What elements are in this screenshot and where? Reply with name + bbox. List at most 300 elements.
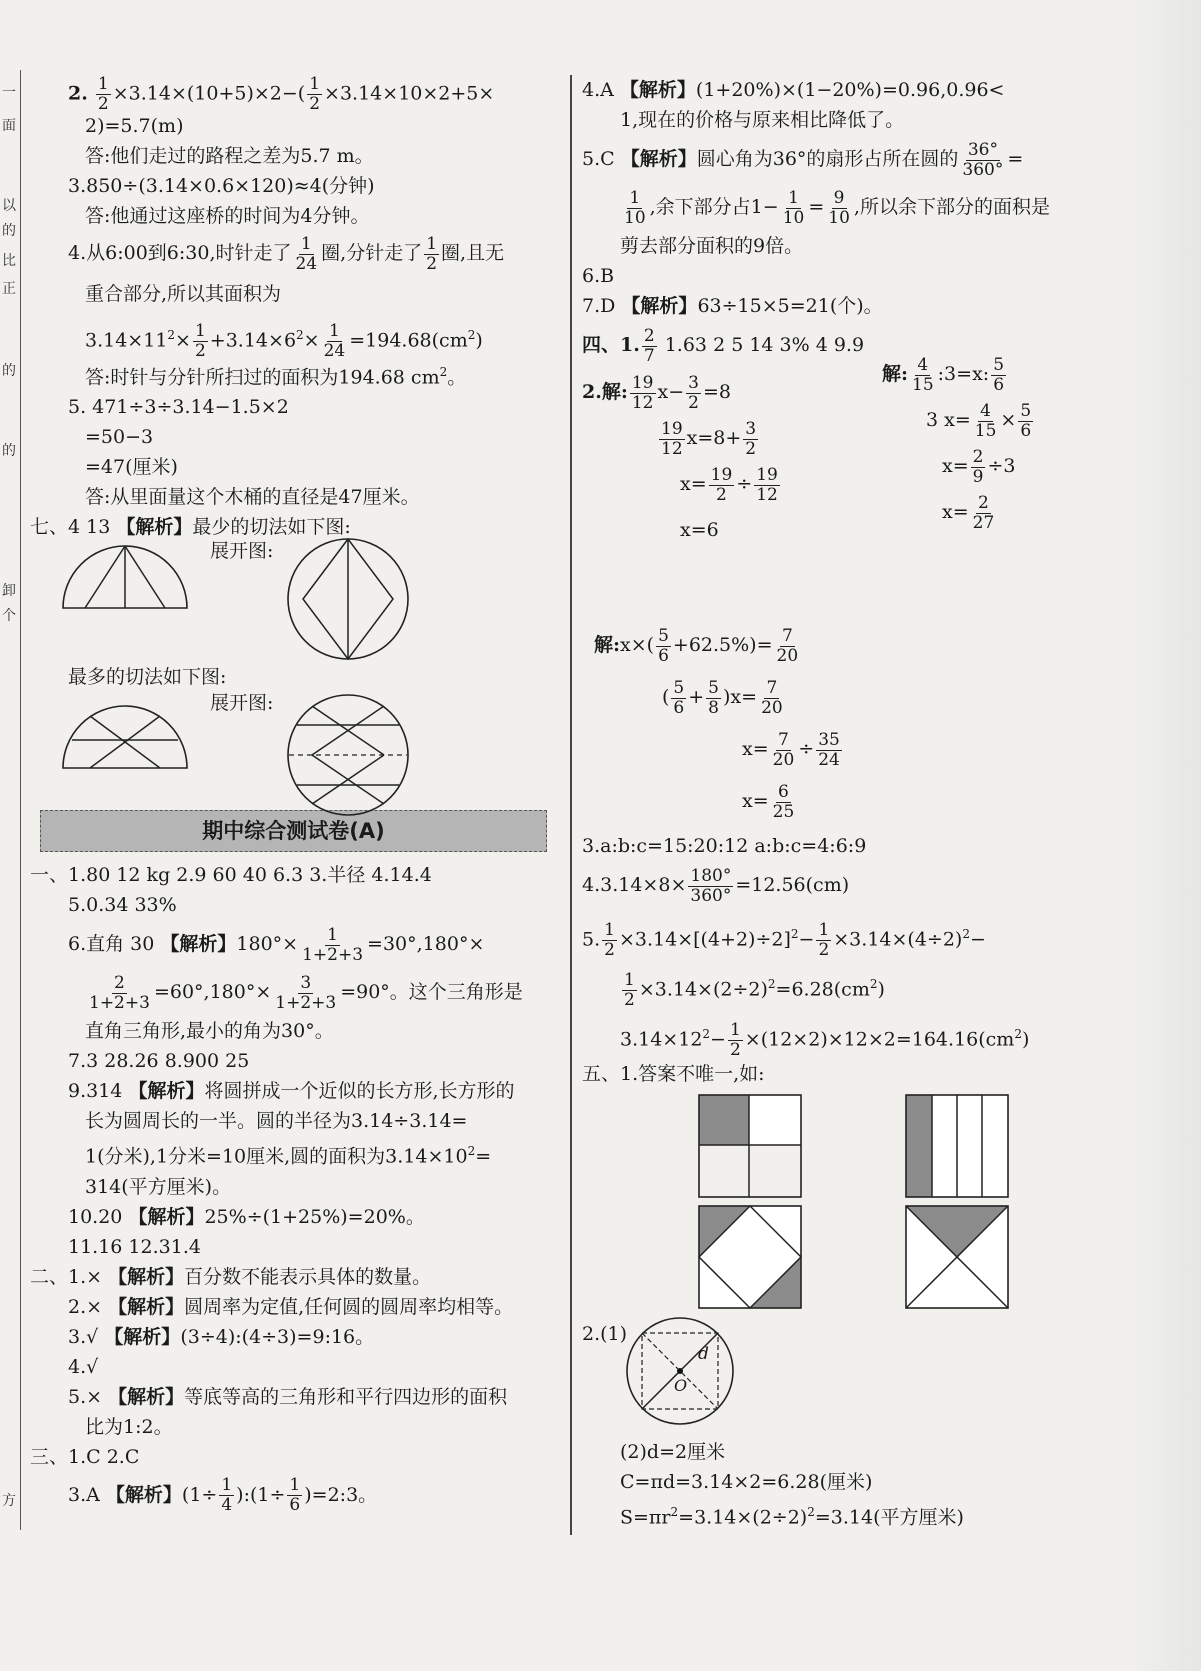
- answer-line: [30, 74, 560, 114]
- denominator: 2: [716, 484, 727, 505]
- answer-line: 1,现在的价格与原来相比降低了。: [620, 109, 905, 131]
- fraction: [622, 189, 648, 228]
- expression-text: ÷: [736, 473, 753, 495]
- expression-text: ×3.14×(4÷2): [833, 928, 963, 951]
- numerator: 2: [643, 325, 655, 346]
- margin-char: 个: [2, 608, 16, 624]
- answer-line: [30, 1136, 560, 1171]
- answer-line: (2)d=2厘米: [620, 1441, 726, 1463]
- expression-text: 二、1.×: [30, 1265, 103, 1288]
- numerator: 180°: [690, 865, 732, 886]
- circle-square-row: [582, 1319, 1102, 1437]
- analysis-tag: 【解析】: [108, 1295, 185, 1318]
- denominator: 8: [708, 697, 719, 718]
- numerator: 1: [289, 1475, 301, 1496]
- denominator: 1+2+3: [89, 992, 150, 1013]
- expression-text: )x=: [723, 686, 758, 708]
- fraction: [771, 731, 797, 770]
- equation-3: [582, 619, 1102, 829]
- expression-text: (: [662, 686, 670, 708]
- eq-line: [882, 489, 1035, 535]
- answer-line: [30, 1202, 560, 1232]
- analysis-tag: 【解析】: [128, 1080, 205, 1103]
- answer-line: C=πd=3.14×2=6.28(厘米): [620, 1471, 873, 1493]
- expression-text: ×: [303, 329, 320, 352]
- answer-line: 一、1.80 12 kg 2.9 60 40 6.3 3.半径 4.14.4: [30, 864, 432, 887]
- fraction: [960, 141, 1005, 180]
- margin-char: 比: [2, 253, 16, 269]
- expression-text: 6.直角 30: [68, 933, 155, 956]
- eq-line: [582, 671, 1102, 723]
- answer-line: [30, 968, 560, 1016]
- analysis-tag: 【解析】: [619, 79, 696, 101]
- expression-text: 1.63 2 5 14 3% 4 9.9: [664, 334, 865, 356]
- numerator: 2: [114, 972, 125, 993]
- superscript: 2: [962, 927, 970, 941]
- expression-text: ):(1÷: [236, 1483, 286, 1506]
- numerator: 1: [729, 1019, 741, 1040]
- denominator: 2: [729, 1039, 741, 1060]
- numerator: 3: [300, 972, 312, 993]
- expression-text: 4.A: [582, 79, 614, 101]
- margin-char: 的: [2, 363, 16, 379]
- answer-line: 重合部分,所以其面积为: [85, 283, 282, 305]
- analysis-tag: 【解析】: [621, 295, 698, 317]
- expression-text: ): [877, 978, 885, 1001]
- expression-text: x=: [742, 790, 769, 812]
- denominator: 24: [818, 749, 840, 770]
- numerator: 19: [756, 464, 778, 485]
- answer-line: [582, 183, 1102, 231]
- expression-text: =: [475, 1145, 492, 1168]
- fraction: [759, 679, 785, 718]
- numerator: 19: [661, 418, 683, 439]
- expression-text: 3 x=: [926, 409, 971, 431]
- denominator: 24: [295, 253, 318, 274]
- numerator: 1: [327, 924, 338, 945]
- numerator: 1: [818, 919, 830, 940]
- numerator: 1: [604, 919, 615, 940]
- item-label: 2.(1): [582, 1323, 628, 1345]
- margin-char: 的: [2, 223, 16, 239]
- numerator: 6: [778, 781, 789, 802]
- expression-text: x×(: [620, 634, 655, 656]
- denominator: 12: [756, 484, 778, 505]
- expression-text: 将圆拼成一个近似的长方形,长方形的: [204, 1080, 515, 1103]
- fraction: [656, 627, 671, 666]
- superscript: 2: [767, 977, 776, 991]
- answer-line: [30, 1322, 560, 1352]
- denominator: 24: [323, 340, 346, 361]
- expression-text: =: [1007, 148, 1024, 170]
- numerator: 2: [978, 492, 989, 513]
- right-column: [582, 75, 1102, 1532]
- fraction: [87, 974, 152, 1013]
- numerator: 1: [194, 320, 206, 341]
- numerator: 3: [688, 372, 699, 393]
- fraction: [973, 402, 999, 441]
- margin-char: 卸: [2, 583, 16, 599]
- expression-text: ×3.14×[(4+2)÷2]: [618, 928, 791, 951]
- denominator: 7: [643, 345, 655, 366]
- fraction: [743, 420, 758, 459]
- fraction: [686, 374, 701, 413]
- denominator: 360°: [962, 159, 1004, 180]
- answer-line: [582, 135, 1102, 183]
- denominator: 12: [661, 438, 683, 459]
- denominator: 25: [772, 801, 795, 822]
- expression-text: 百分数不能表示具体的数量。: [184, 1265, 432, 1288]
- answer-line: [30, 1292, 560, 1322]
- expression-text: 3.14×11: [85, 329, 168, 352]
- expression-text: 3.A: [68, 1483, 100, 1506]
- answer-line: [582, 1497, 1102, 1532]
- equation-1: [582, 369, 782, 553]
- numerator: 2: [972, 446, 984, 467]
- expression-text: ×: [175, 329, 191, 352]
- answer-line: [30, 1076, 560, 1106]
- expression-text: 180°×: [236, 933, 299, 956]
- expression-text: ×3.14×(10+5)×2−(: [112, 82, 306, 105]
- expression-text: +: [688, 686, 705, 708]
- denominator: 2: [309, 94, 321, 114]
- analysis-tag: 【解析】: [620, 148, 697, 170]
- margin-char: 一: [2, 85, 16, 101]
- expression-text: )=2:3。: [304, 1483, 378, 1506]
- expression-text: (3÷4):(4÷3)=9:16。: [180, 1325, 375, 1348]
- answer-line: [30, 357, 560, 392]
- numerator: 36°: [967, 139, 998, 160]
- expression-text: ): [475, 329, 483, 352]
- expression-text: 25%÷(1+25%)=20%。: [204, 1205, 425, 1228]
- denominator: 27: [972, 512, 995, 533]
- answer-line: 11.16 12.31.4: [68, 1235, 201, 1258]
- denominator: 10: [624, 207, 646, 228]
- item-number: 2.: [68, 82, 88, 105]
- analysis-tag: 【解析】: [116, 516, 193, 539]
- fraction: [671, 679, 686, 718]
- answer-line: [30, 920, 560, 968]
- answer-line: [30, 1382, 560, 1412]
- equation-solutions-block: [582, 354, 1102, 619]
- numerator: 5: [708, 677, 719, 698]
- fraction: [1018, 402, 1033, 441]
- superscript: 2: [467, 328, 476, 342]
- superscript: 2: [869, 977, 878, 991]
- numerator: 1: [629, 187, 641, 208]
- solution-label: 2.解:: [582, 381, 628, 403]
- answer-line: [582, 1009, 1102, 1059]
- figure-row-min: [30, 542, 560, 642]
- expression-text: ÷: [798, 738, 815, 760]
- fraction: [709, 466, 735, 505]
- expression-text: −: [710, 1028, 726, 1051]
- denominator: 15: [912, 374, 934, 395]
- numerator: 9: [833, 187, 845, 208]
- fraction: [602, 921, 617, 960]
- denominator: 4: [221, 1495, 233, 1516]
- denominator: 2: [745, 438, 757, 459]
- left-margin-strip: [0, 70, 21, 1530]
- fraction: [287, 1476, 302, 1515]
- expression-text: ,余下部分占1−: [649, 196, 779, 218]
- eq-line: [582, 775, 1102, 827]
- numerator: 5: [1020, 400, 1032, 421]
- denominator: 2: [604, 939, 615, 960]
- expression-text: 63÷15×5=21(个)。: [697, 295, 883, 317]
- analysis-tag: 【解析】: [160, 933, 237, 956]
- denominator: 2: [818, 939, 830, 960]
- answer-line: [582, 909, 1102, 959]
- denominator: 10: [828, 207, 850, 228]
- answer-line: [582, 291, 1102, 321]
- analysis-tag: 【解析】: [108, 1265, 185, 1288]
- expression-text: x=: [680, 473, 707, 495]
- diameter-label: d: [698, 1344, 709, 1364]
- expression-text: =60°,180°×: [153, 981, 272, 1004]
- equation-2: [882, 351, 1035, 535]
- numerator: 5: [673, 677, 685, 698]
- answer-line: 长为圆周长的一半。圆的半径为3.14÷3.14=: [85, 1110, 468, 1133]
- numerator: 35: [818, 729, 840, 750]
- fraction: [424, 235, 439, 274]
- denominator: 2: [624, 989, 635, 1010]
- expression-text: =12.56(cm): [735, 874, 850, 896]
- margin-char: 面: [2, 118, 16, 134]
- answer-line: 6.B: [582, 265, 615, 287]
- fraction: [294, 235, 320, 274]
- superscript: 2: [439, 365, 448, 379]
- answer-line: 2)=5.7(m): [85, 115, 184, 137]
- fraction: [971, 448, 986, 487]
- fraction: [630, 374, 656, 413]
- numerator: 1: [426, 233, 438, 254]
- expression-text: 4.3.14×8×: [582, 874, 687, 896]
- superscript: 2: [790, 927, 799, 941]
- fraction: [300, 926, 365, 965]
- expression-text: (1÷: [181, 1483, 218, 1506]
- numerator: 7: [778, 729, 789, 750]
- expression-text: 5.C: [582, 148, 615, 170]
- expression-text: =3.14×(2÷2): [678, 1506, 808, 1529]
- fraction: [96, 75, 111, 114]
- eq-line: [882, 351, 1035, 397]
- answer-line: =50−3: [85, 426, 154, 449]
- fraction: [728, 1021, 743, 1060]
- section-number: 四、1.: [582, 334, 640, 356]
- expression-text: x−: [657, 381, 685, 403]
- expression-text: ,所以余下部分的面积是: [853, 196, 1050, 218]
- left-column: [30, 75, 560, 1518]
- answer-line: 答:他通过这座桥的时间为4分钟。: [85, 205, 370, 227]
- square-triangle-shaded-figure: [904, 1204, 1010, 1310]
- expression-text: ×3.14×10×2+5×: [324, 82, 495, 105]
- equation-3-lines: [582, 619, 1102, 827]
- fraction: [771, 783, 797, 822]
- superscript: 2: [702, 1027, 711, 1041]
- expression-text: 最少的切法如下图:: [192, 516, 351, 539]
- analysis-tag: 【解析】: [128, 1205, 205, 1228]
- square-quarter-shaded-figure: [697, 1093, 803, 1199]
- fraction: [781, 189, 807, 228]
- answer-line: 五、1.答案不唯一,如:: [582, 1063, 765, 1085]
- expression-text: 圈,且无: [441, 242, 505, 264]
- denominator: 9: [972, 466, 984, 487]
- answer-line: [582, 861, 1102, 909]
- fraction: [706, 679, 721, 718]
- denominator: 2: [97, 94, 109, 114]
- superscript: 2: [670, 1505, 679, 1519]
- unfold-label: 展开图:: [210, 692, 274, 715]
- expression-text: ×3.14×(2÷2): [638, 978, 768, 1001]
- answer-line: 剪去部分面积的9倍。: [620, 235, 804, 257]
- expression-text: x=: [742, 738, 769, 760]
- shaded-squares-figures: [582, 1089, 1102, 1319]
- denominator: 6: [289, 1495, 301, 1516]
- eq-line: [882, 443, 1035, 489]
- expression-text: 10.20: [68, 1205, 123, 1228]
- denominator: 6: [658, 645, 669, 666]
- denominator: 2: [194, 340, 206, 361]
- expression-text: 7.D: [582, 295, 616, 317]
- fraction: [991, 356, 1006, 395]
- expression-text: ×(12×2)×12×2=164.16(cm: [744, 1028, 1015, 1051]
- expression-text: 。: [447, 366, 467, 389]
- eq-line: x=6: [680, 519, 719, 541]
- expression-text: 3.√: [68, 1325, 99, 1348]
- fraction: [193, 322, 208, 361]
- numerator: 4: [917, 354, 929, 375]
- expression-text: −: [798, 928, 815, 951]
- expression-text: 2.×: [68, 1295, 103, 1318]
- answer-line: 3.a:b:c=15:20:12 a:b:c=4:6:9: [582, 835, 867, 857]
- answer-line: 5. 471÷3÷3.14−1.5×2: [68, 396, 289, 419]
- expression-text: ): [1021, 1028, 1030, 1051]
- answer-line: 4.√: [68, 1355, 99, 1378]
- eq-line: [582, 415, 782, 461]
- expression-text: x=8+: [686, 427, 742, 449]
- unfold-label: 展开图:: [210, 540, 274, 563]
- fraction: [775, 627, 801, 666]
- fraction: [754, 466, 780, 505]
- answer-line: 3.850÷(3.14×0.6×120)≈4(分钟): [68, 175, 375, 197]
- circle-unfold-max-figure: [285, 692, 411, 818]
- numerator: 5: [658, 625, 669, 646]
- column-separator: [570, 75, 572, 1535]
- denominator: 20: [776, 645, 799, 666]
- answer-line: 答:从里面量这个木桶的直径是47厘米。: [85, 486, 420, 509]
- numerator: 4: [980, 400, 991, 421]
- superscript: 2: [1014, 1027, 1022, 1041]
- expression-text: =3.14(平方厘米): [814, 1506, 964, 1529]
- denominator: 12: [631, 392, 654, 413]
- fraction: [816, 731, 842, 770]
- expression-text: =30°,180°×: [367, 933, 485, 956]
- fraction: [307, 75, 322, 114]
- expression-text: 圆心角为36°的扇形占所在圆的: [696, 148, 959, 170]
- numerator: 3: [745, 418, 757, 439]
- expression-text: =8: [702, 381, 731, 403]
- fraction: [816, 921, 831, 960]
- analysis-tag: 【解析】: [104, 1325, 181, 1348]
- expression-text: =: [808, 196, 825, 218]
- eq-line: [582, 723, 1102, 775]
- center-label: O: [674, 1376, 688, 1395]
- eq-line: [882, 397, 1035, 443]
- expression-text: 七、4 13: [30, 516, 111, 539]
- expression-text: 5.: [582, 928, 601, 951]
- expression-text: 5.×: [68, 1385, 103, 1408]
- numerator: 1: [624, 969, 635, 990]
- denominator: 10: [782, 207, 805, 228]
- superscript: 2: [296, 328, 304, 342]
- answer-line: 三、1.C 2.C: [30, 1445, 140, 1468]
- expression-text: S=πr: [620, 1506, 671, 1529]
- square-strip-shaded-figure: [904, 1093, 1010, 1199]
- eq-line: [582, 461, 782, 507]
- superscript: 2: [807, 1505, 815, 1519]
- circle-unfold-min-figure: [285, 536, 411, 662]
- expression-text: x=: [942, 501, 969, 523]
- numerator: 1: [300, 233, 312, 254]
- fraction: [688, 867, 733, 906]
- expression-text: ÷3: [987, 455, 1016, 477]
- semicircle-min-cut-figure: [60, 542, 190, 612]
- expression-text: (1+20%)×(1−20%)=0.96,0.96<: [695, 79, 1005, 101]
- numerator: 7: [781, 625, 793, 646]
- answer-line: 比为1:2。: [85, 1415, 173, 1438]
- superscript: 2: [167, 328, 176, 342]
- answer-line: [582, 75, 1102, 105]
- square-corners-shaded-figure: [697, 1204, 803, 1310]
- fraction: [826, 189, 852, 228]
- answer-line: 7.3 28.26 8.900 25: [68, 1050, 250, 1073]
- expression-text: =6.28(cm: [775, 978, 870, 1001]
- fraction: [642, 327, 657, 366]
- numerator: 7: [766, 677, 778, 698]
- fraction: [659, 420, 685, 459]
- expression-text: ×: [1000, 409, 1017, 431]
- denominator: 1+2+3: [302, 944, 364, 965]
- expression-text: 4.从6:00到6:30,时针走了: [68, 242, 292, 264]
- denominator: 2: [426, 253, 438, 274]
- eq-line: [582, 619, 1102, 671]
- denominator: 6: [673, 697, 685, 718]
- expression-text: −: [969, 928, 986, 951]
- figure-row-max: [30, 692, 560, 802]
- section-banner: 期中综合测试卷(A): [40, 810, 547, 852]
- fraction: [910, 356, 936, 395]
- answer-line: [30, 1472, 560, 1518]
- expression-text: 3.14×12: [620, 1028, 703, 1051]
- page-edge-shadow: [1129, 0, 1201, 1671]
- fraction: [219, 1476, 234, 1515]
- denominator: 360°: [690, 885, 732, 906]
- numerator: 5: [993, 354, 1005, 375]
- denominator: 15: [974, 420, 997, 441]
- answer-line: =47(厘米): [85, 456, 178, 479]
- expression-text: 9.314: [68, 1080, 123, 1103]
- analysis-tag: 【解析】: [105, 1483, 182, 1506]
- fraction: [322, 322, 348, 361]
- answer-line: [30, 231, 560, 275]
- expression-text: +62.5%)=: [672, 634, 773, 656]
- margin-char: 方: [2, 1493, 16, 1509]
- expression-text: 1(分米),1分米=10厘米,圆的面积为3.14×10: [85, 1145, 468, 1168]
- denominator: 20: [761, 697, 783, 718]
- denominator: 2: [688, 392, 699, 413]
- expression-text: 圆周率为定值,任何圆的圆周率均相等。: [184, 1295, 514, 1318]
